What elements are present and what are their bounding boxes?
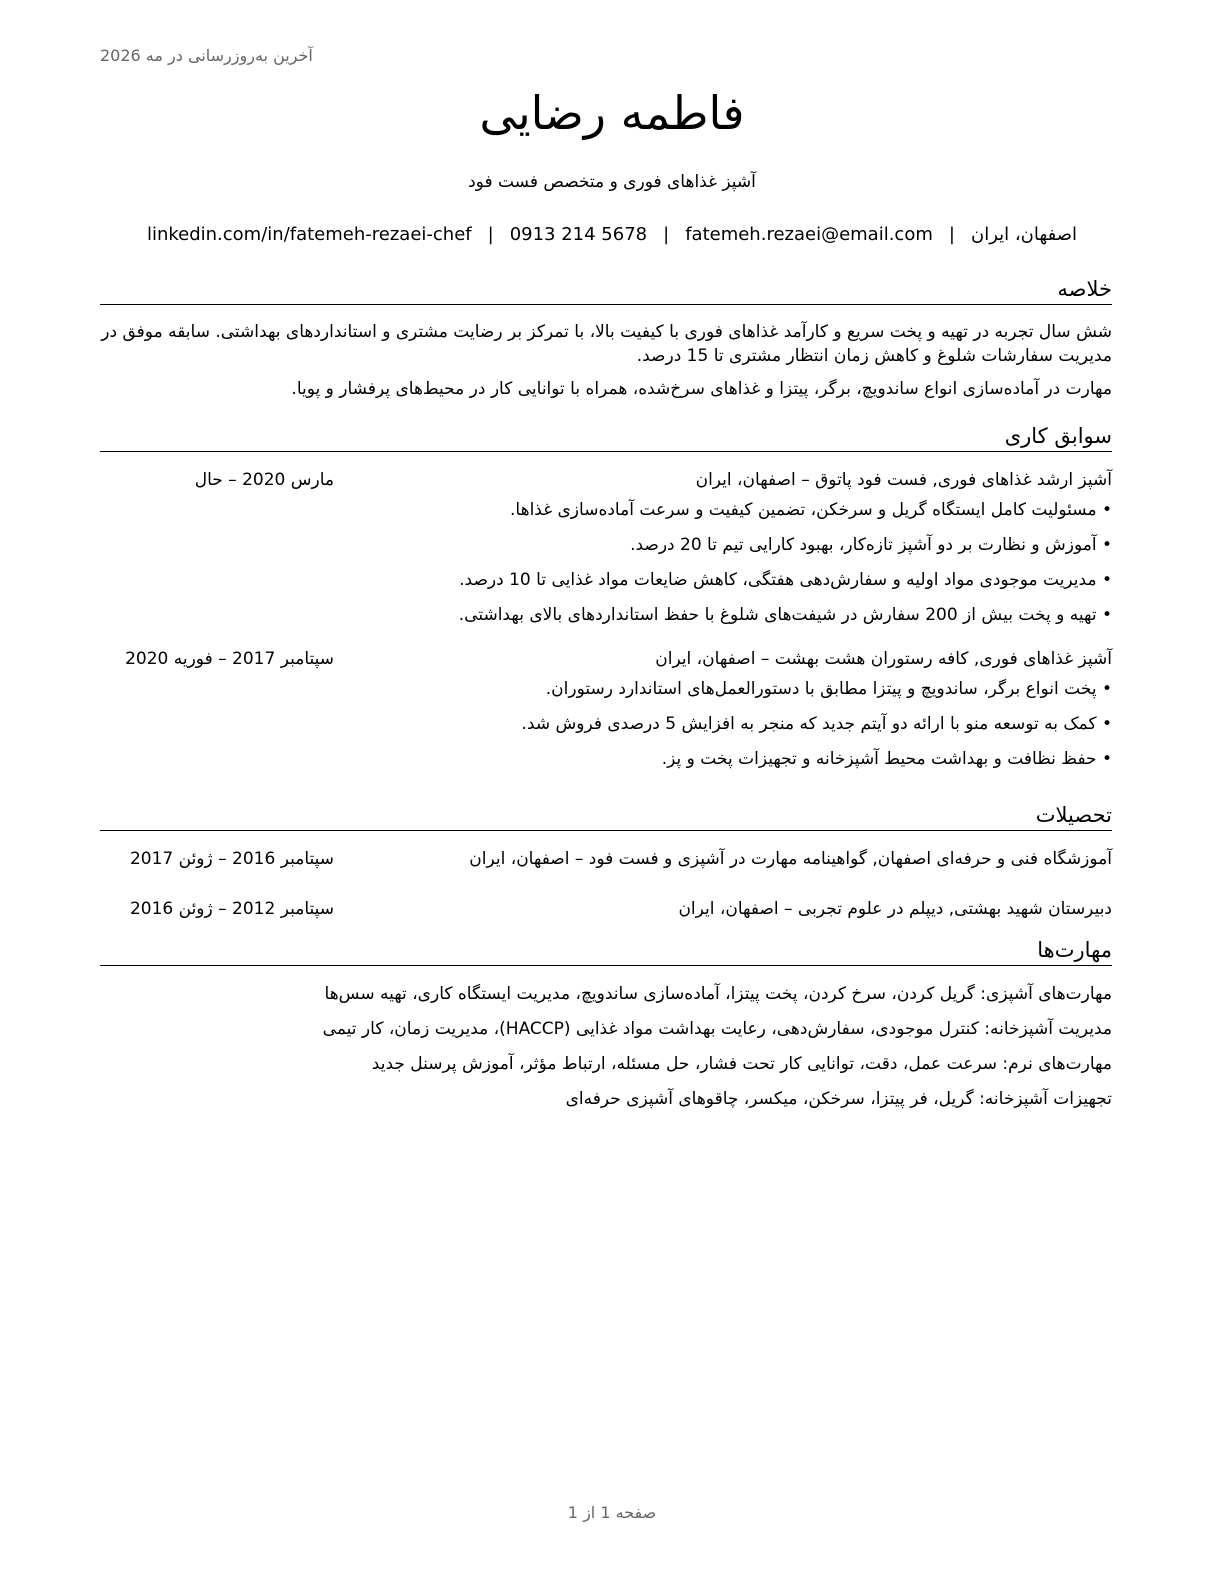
section-title-experience: سوابق کاری [100,423,1112,452]
list-item: • آموزش و نظارت بر دو آشپز تازه‌کار، بهبود کارایی تیم تا 20 درصد. [100,533,1112,557]
section-title-summary: خلاصه [100,276,1112,305]
contact-location: اصفهان، ایران [970,224,1078,245]
education-title: آموزشگاه فنی و حرفه‌ای اصفهان, گواهینامه مهارت در آشپزی و فست فود – اصفهان، ایران [469,849,1112,869]
subtitle: آشپز غذاهای فوری و متخصص فست فود [468,172,756,192]
contact-email[interactable]: fatemeh.rezaei@email.com [685,224,933,245]
skill-line: مهارت‌های نرم: سرعت عمل، دقت، توانایی کار تحت فشار، حل مسئله، ارتباط مؤثر، آموزش پرسنل جدید [371,1054,1112,1074]
job-entry [100,468,1112,627]
job-header [100,647,1112,671]
education-entry [100,847,1112,871]
job-title: آشپز غذاهای فوری, کافه رستوران هشت بهشت – اصفهان، ایران [655,649,1112,669]
page-title: فاطمه رضایی [479,86,745,140]
experience-section [100,423,1112,771]
section-title-education: تحصیلات [100,802,1112,831]
list-item: • تهیه و پخت بیش از 200 سفارش در شیفت‌های شلوغ با حفظ استانداردهای بالای بهداشتی. [100,603,1112,627]
job-entry [100,647,1112,771]
separator: | [948,224,955,245]
skill-line: مهارت‌های آشپزی: گریل کردن، سرخ کردن، پخت پیتزا، آماده‌سازی ساندویچ، مدیریت ایستگاه کاری، تهیه سس‌ها [324,984,1112,1004]
summary-paragraph: شش سال تجربه در تهیه و پخت سریع و کارآمد غذاهای فوری با کیفیت بالا، با تمرکز بر رضایت مشتری و استانداردهای بهداشتی. سابقه موفق در مدیریت سفارشات شلوغ و کاهش زمان انتظار مشتری تا 15 درصد. [101,322,1112,366]
skills-section [100,937,1112,1111]
last-updated: آخرین به‌روزرسانی در مه 2026 [100,46,313,65]
job-title: آشپز ارشد غذاهای فوری, فست فود پاتوق – اصفهان، ایران [695,470,1112,490]
education-date: سپتامبر 2016 – ژوئن 2017 [129,849,334,869]
job-header [100,468,1112,492]
contact-linkedin[interactable]: linkedin.com/in/fatemeh-rezaei-chef [146,224,472,245]
separator: | [487,224,494,245]
contact-line [100,224,1124,245]
education-entry [100,897,1112,921]
list-item: • پخت انواع برگر، ساندویچ و پیتزا مطابق با دستورالعمل‌های استاندارد رستوران. [100,677,1112,701]
job-date: مارس 2020 – حال [194,470,334,490]
job-bullets [100,498,1112,627]
summary-section [100,276,1112,401]
skill-line: تجهیزات آشپزخانه: گریل، فر پیتزا، سرخکن، میکسر، چاقوهای آشپزی حرفه‌ای [565,1089,1112,1109]
list-item: • مسئولیت کامل ایستگاه گریل و سرخکن، تضمین کیفیت و سرعت آماده‌سازی غذاها. [100,498,1112,522]
section-title-skills: مهارت‌ها [100,937,1112,966]
education-date: سپتامبر 2012 – ژوئن 2016 [129,899,334,919]
contact-phone[interactable]: 0913 214 5678 [509,224,648,245]
education-section [100,802,1112,921]
education-title: دبیرستان شهید بهشتی, دیپلم در علوم تجربی – اصفهان، ایران [678,899,1112,919]
job-bullets [100,677,1112,771]
page-number: صفحه 1 از 1 [567,1503,657,1522]
separator: | [663,224,670,245]
list-item: • حفظ نظافت و بهداشت محیط آشپزخانه و تجهیزات پخت و پز. [100,747,1112,771]
skill-line: مدیریت آشپزخانه: کنترل موجودی، سفارش‌دهی، رعایت بهداشت مواد غذایی (HACCP)، مدیریت زمان، کار تیمی [322,1019,1112,1039]
summary-paragraph: مهارت در آماده‌سازی انواع ساندویچ، برگر، پیتزا و غذاهای سرخ‌شده، همراه با توانایی کار در محیط‌های پرفشار و پویا. [291,379,1112,399]
list-item: • مدیریت موجودی مواد اولیه و سفارش‌دهی هفتگی، کاهش ضایعات مواد غذایی تا 10 درصد. [100,568,1112,592]
list-item: • کمک به توسعه منو با ارائه دو آیتم جدید که منجر به افزایش 5 درصدی فروش شد. [100,712,1112,736]
job-date: سپتامبر 2017 – فوریه 2020 [125,649,334,669]
